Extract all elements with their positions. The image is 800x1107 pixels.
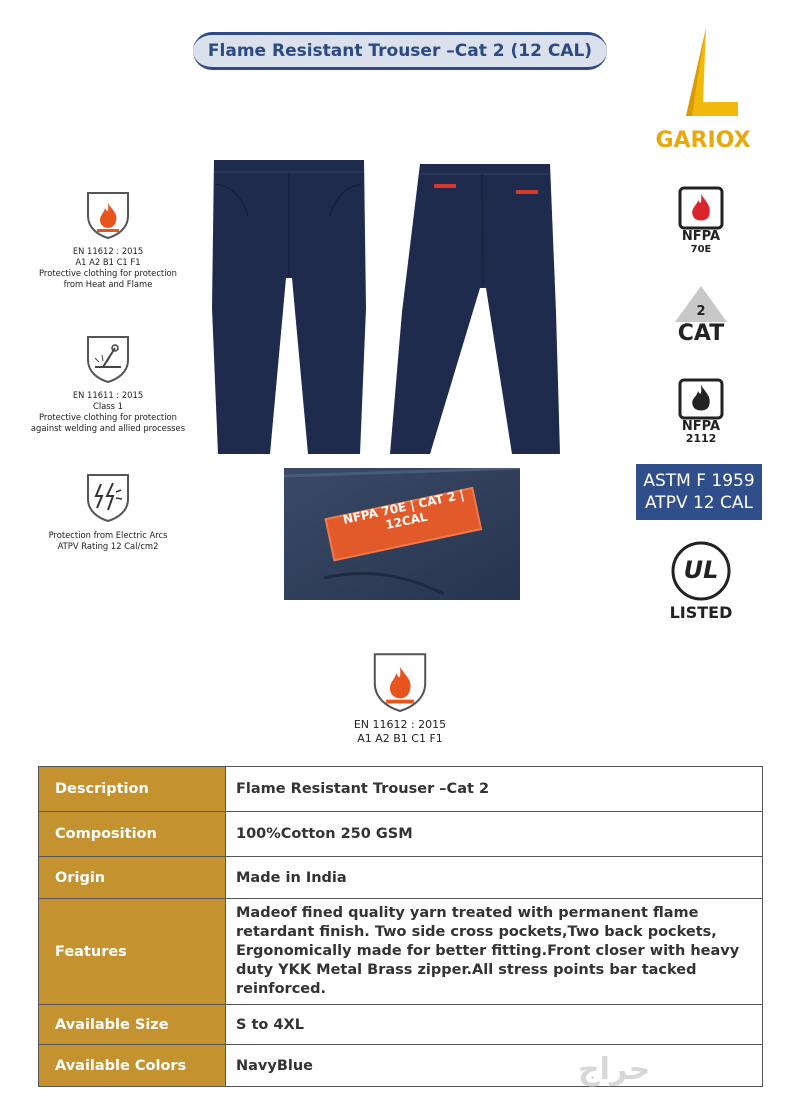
nfpa-70e-badge [666,186,736,255]
spec-key: Available Colors [39,1045,226,1087]
spec-key: Composition [39,812,226,857]
astm-line: ASTM F 1959 [643,471,755,491]
cert-line: EN 11612 : 2015 [72,246,144,256]
cert-line: Protection from Electric Arcs [48,530,168,540]
nfpa-label: NFPA [681,229,721,244]
cat-number: 2 [696,304,706,319]
table-row [39,857,763,899]
spec-value: 100%Cotton 250 GSM [226,812,763,857]
spec-table [38,766,763,1087]
nfpa-code: 70E [690,244,712,255]
title-banner [193,32,607,70]
cat-2-badge [666,284,736,346]
cert-en11611 [10,334,206,434]
astm-line: ATPV 12 CAL [645,493,753,513]
table-row [39,767,763,812]
electric-arc-shield-icon [85,472,131,524]
cert-line: EN 11612 : 2015 [353,718,447,731]
cert-en11612 [20,190,196,290]
table-row [39,899,763,1005]
cert-line: Protective clothing for protection [39,412,177,422]
page-title: Flame Resistant Trouser –Cat 2 (12 CAL) [207,41,593,61]
nfpa-label: NFPA [681,419,721,434]
spec-value: Flame Resistant Trouser –Cat 2 [226,767,763,812]
cert-line: Protective clothing for protection [39,268,177,278]
brand-name: GARIOX [655,128,751,153]
cert-line: A1 A2 B1 C1 F1 [357,732,443,745]
ul-label: LISTED [669,603,733,622]
fabric-label-text: NFPA 70E | CAT 2 | 12CAL [341,487,466,533]
ul-listed-badge [666,540,736,622]
spec-value: S to 4XL [226,1005,763,1045]
nfpa-code: 2112 [685,432,717,445]
spec-key: Available Size [39,1005,226,1045]
flame-shield-icon [371,650,429,714]
nfpa-flame-icon [678,186,724,230]
spec-value: NavyBlue [226,1045,763,1087]
spec-value: Madeof fined quality yarn treated with permanent flame retardant finish. Two side cross pockets,Two back pockets, Ergonomically made for better fitting.Front closer with heavy duty YKK Metal Brass zipper.All stress points bar tacked reinforced. [226,899,763,1005]
table-row [39,1005,763,1045]
table-row [39,1045,763,1087]
bottom-cert [300,650,500,746]
nfpa-2112-badge [666,378,736,445]
cert-line: from Heat and Flame [63,279,153,289]
cert-line: A1 A2 B1 C1 F1 [75,257,141,267]
trouser-front-image [210,158,370,458]
cert-line: ATPV Rating 12 Cal/cm2 [57,541,159,551]
ul-mark: UL [683,556,719,584]
cert-line: EN 11611 : 2015 [72,390,144,400]
flame-shield-icon [85,190,131,240]
welding-shield-icon [85,334,131,384]
spec-key: Description [39,767,226,812]
astm-badge [636,464,762,520]
spec-value: Made in India [226,857,763,899]
trouser-back-image [390,162,560,458]
cert-line: against welding and allied processes [30,423,186,433]
table-row [39,812,763,857]
cat-label: CAT [677,321,725,346]
watermark-logo: حراج [578,1052,651,1087]
fabric-label-photo [284,468,520,600]
cert-electric-arc [20,472,196,552]
spec-key: Origin [39,857,226,899]
nfpa-flame-icon [678,378,724,420]
spec-key: Features [39,899,226,1005]
cert-line: Class 1 [92,401,124,411]
